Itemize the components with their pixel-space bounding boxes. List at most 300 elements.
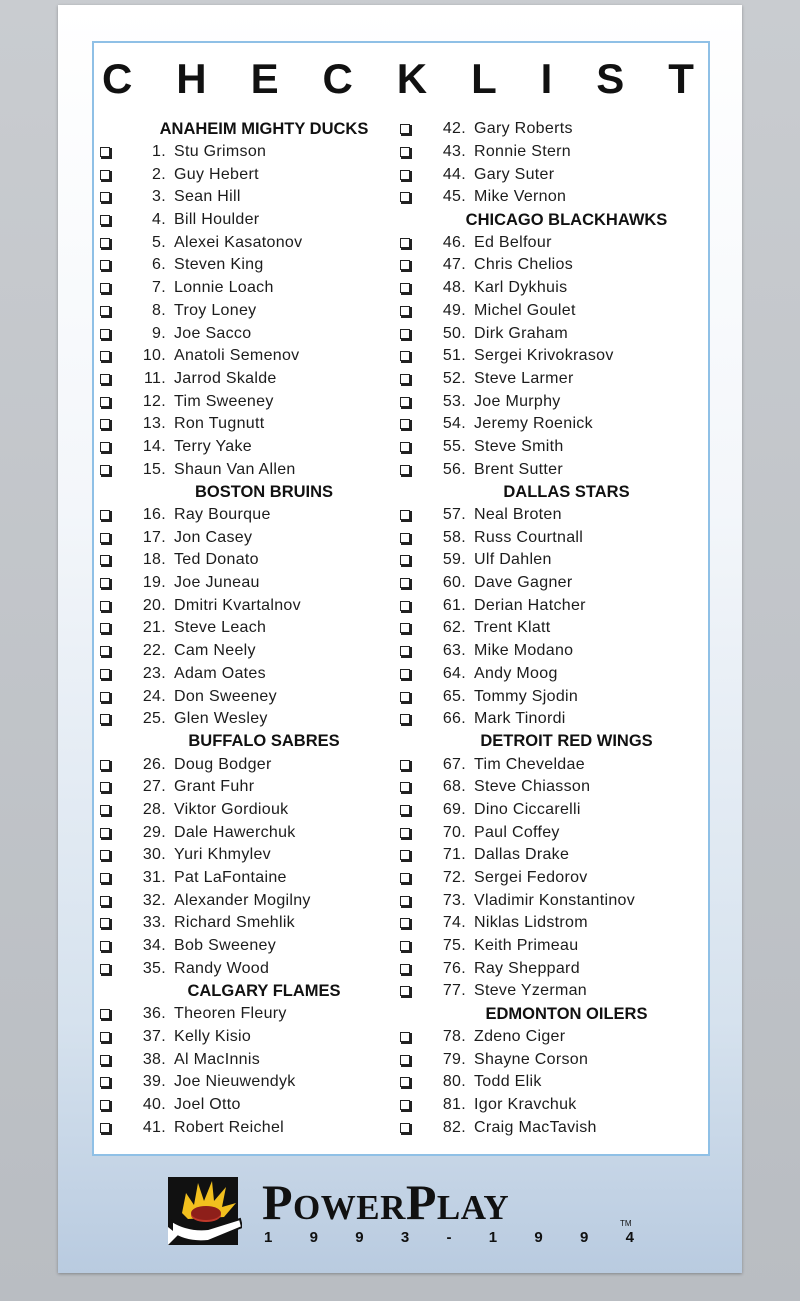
- checkbox-icon[interactable]: [100, 283, 110, 293]
- card-number: 11.: [144, 369, 166, 387]
- checkbox-icon[interactable]: [100, 578, 110, 588]
- checklist-row: [400, 1094, 705, 1117]
- checkbox-icon[interactable]: [100, 238, 110, 248]
- checkbox-icon[interactable]: [100, 873, 110, 883]
- card-number: 55.: [442, 437, 466, 455]
- checklist-row: [100, 799, 400, 822]
- player-name: Brent Sutter: [474, 460, 563, 478]
- player-name: Keith Primeau: [474, 937, 579, 955]
- checklist-row: [400, 799, 705, 822]
- checkbox-icon[interactable]: [400, 760, 410, 770]
- card-number: 58.: [442, 528, 466, 546]
- player-name: Dirk Graham: [474, 324, 568, 342]
- card-number: 68.: [442, 778, 466, 796]
- checklist-row: [100, 1048, 400, 1071]
- checklist-row: [400, 231, 705, 254]
- checklist-row: [400, 1116, 705, 1139]
- checkbox-icon[interactable]: [100, 941, 110, 951]
- player-name: Tim Cheveldae: [474, 755, 585, 773]
- player-name: Randy Wood: [174, 959, 270, 977]
- card-number: 50.: [442, 324, 466, 342]
- checkbox-icon[interactable]: [100, 1055, 110, 1065]
- year-character: 9: [580, 1229, 589, 1246]
- checkbox-icon[interactable]: [400, 873, 410, 883]
- trademark-mark: TM: [620, 1219, 632, 1228]
- card-number: 17.: [142, 528, 166, 546]
- checkbox-icon[interactable]: [100, 533, 110, 543]
- checklist-row: [100, 504, 400, 527]
- year-character: 1: [488, 1229, 498, 1246]
- team-heading: DALLAS STARS: [503, 482, 630, 501]
- checkbox-icon[interactable]: [400, 805, 410, 815]
- team-heading: BOSTON BRUINS: [194, 482, 334, 501]
- checkbox-icon[interactable]: [100, 964, 110, 974]
- player-name: Doug Bodger: [174, 755, 272, 773]
- card-number: 21.: [142, 619, 166, 637]
- checklist-row: [400, 957, 705, 980]
- checkbox-icon[interactable]: [100, 192, 110, 202]
- team-heading: CHICAGO BLACKHAWKS: [465, 210, 668, 229]
- player-name: Niklas Lidstrom: [474, 914, 588, 932]
- card-number: 69.: [442, 800, 466, 818]
- card-number: 9.: [152, 324, 166, 342]
- checklist-row: [100, 1094, 400, 1117]
- player-name: Sergei Krivokrasov: [474, 347, 614, 365]
- card-number: 63.: [442, 642, 466, 660]
- year-character: 3: [400, 1229, 410, 1246]
- player-name: Dmitri Kvartalnov: [174, 596, 301, 614]
- player-name: Jon Casey: [174, 528, 253, 546]
- checklist-row: [400, 254, 705, 277]
- player-name: Sean Hill: [174, 188, 241, 206]
- checkbox-icon[interactable]: [400, 896, 410, 906]
- checkbox-icon[interactable]: [400, 306, 410, 316]
- player-name: Gary Suter: [474, 165, 555, 183]
- checklist-row: [100, 1116, 400, 1139]
- player-name: Andy Moog: [474, 664, 558, 682]
- checkbox-icon[interactable]: [400, 124, 410, 134]
- checklist-row: [100, 436, 400, 459]
- card-number: 24.: [142, 687, 166, 705]
- player-name: Ron Tugnutt: [174, 415, 265, 433]
- checkbox-icon[interactable]: [400, 147, 410, 157]
- checkbox-icon[interactable]: [400, 1100, 410, 1110]
- checklist-row: [400, 1026, 705, 1049]
- title-letter: C: [102, 55, 133, 102]
- checkbox-icon[interactable]: [400, 465, 410, 475]
- checkbox-icon[interactable]: [400, 623, 410, 633]
- card-number: 72.: [442, 869, 466, 887]
- card-number: 79.: [442, 1050, 466, 1068]
- card-number: 51.: [442, 347, 466, 365]
- card-number: 6.: [152, 256, 166, 274]
- title-letter: E: [250, 55, 279, 102]
- team-heading: ANAHEIM MIGHTY DUCKS: [159, 119, 369, 138]
- player-name: Robert Reichel: [174, 1118, 285, 1136]
- checklist-row: [100, 753, 400, 776]
- card-number: 66.: [442, 710, 466, 728]
- checklist-row: [400, 821, 705, 844]
- checkbox-icon[interactable]: [100, 1100, 110, 1110]
- player-name: Dave Gagner: [474, 574, 573, 592]
- checkbox-icon[interactable]: [100, 215, 110, 225]
- checklist-row: [400, 889, 705, 912]
- player-name: Michel Goulet: [474, 301, 576, 319]
- card-number: 45.: [442, 188, 466, 206]
- card-number: 75.: [442, 937, 466, 955]
- checklist-row: [100, 821, 400, 844]
- card-number: 80.: [442, 1073, 466, 1091]
- checkbox-icon[interactable]: [400, 578, 410, 588]
- checkbox-icon[interactable]: [400, 329, 410, 339]
- checklist-row: [100, 277, 400, 300]
- checklist-row: [100, 186, 400, 209]
- player-name: Mike Vernon: [474, 188, 567, 206]
- player-name: Joe Juneau: [174, 574, 260, 592]
- checklist-row: [400, 390, 705, 413]
- checklist-row: [100, 1071, 400, 1094]
- player-name: Dale Hawerchuk: [174, 823, 296, 841]
- player-name: Joel Otto: [174, 1095, 241, 1113]
- checklist-row: [400, 458, 705, 481]
- checklist-row: [100, 685, 400, 708]
- checklist-row: [400, 504, 705, 527]
- checkbox-icon[interactable]: [100, 850, 110, 860]
- checkbox-icon[interactable]: [400, 192, 410, 202]
- card-number: 46.: [442, 233, 466, 251]
- checklist-row: [100, 912, 400, 935]
- checklist-row: [400, 526, 705, 549]
- checkbox-icon[interactable]: [400, 397, 410, 407]
- card-number: 59.: [442, 551, 466, 569]
- card-number: 14.: [142, 437, 166, 455]
- checkbox-icon[interactable]: [400, 964, 410, 974]
- player-name: Trent Klatt: [474, 619, 551, 637]
- player-name: Al MacInnis: [174, 1050, 260, 1068]
- powerplay-logo: [168, 1173, 638, 1253]
- checklist-row: [400, 663, 705, 686]
- checklist-row: [100, 345, 400, 368]
- player-name: Bob Sweeney: [174, 937, 277, 955]
- checkbox-icon[interactable]: [400, 238, 410, 248]
- checkbox-icon[interactable]: [100, 918, 110, 928]
- checkbox-icon[interactable]: [100, 692, 110, 702]
- year-character: 9: [534, 1229, 543, 1246]
- card-number: 26.: [142, 755, 166, 773]
- card-number: 22.: [142, 642, 166, 660]
- card-number: 5.: [152, 233, 166, 251]
- card-number: 53.: [442, 392, 466, 410]
- checkbox-icon[interactable]: [100, 1032, 110, 1042]
- checkbox-icon[interactable]: [400, 1032, 410, 1042]
- checklist-row: [100, 1003, 400, 1026]
- card-number: 30.: [142, 846, 166, 864]
- card-number: 40.: [142, 1095, 166, 1113]
- player-name: Kelly Kisio: [174, 1027, 252, 1045]
- checklist-row: [100, 1026, 400, 1049]
- checkbox-icon[interactable]: [100, 510, 110, 520]
- puck-burst-icon: [168, 1175, 242, 1247]
- player-name: Troy Loney: [174, 301, 257, 319]
- checkbox-icon[interactable]: [100, 669, 110, 679]
- card-number: 25.: [142, 710, 166, 728]
- card-number: 35.: [142, 959, 166, 977]
- checkbox-icon[interactable]: [400, 170, 410, 180]
- player-name: Alexei Kasatonov: [174, 233, 303, 251]
- player-name: Paul Coffey: [474, 823, 560, 841]
- player-name: Steve Chiasson: [474, 778, 591, 796]
- card-number: 27.: [142, 778, 166, 796]
- checklist-card: [58, 5, 742, 1273]
- checklist-row: [400, 912, 705, 935]
- checkbox-icon[interactable]: [100, 760, 110, 770]
- checkbox-icon[interactable]: [100, 1009, 110, 1019]
- card-number: 42.: [442, 120, 466, 138]
- checkbox-icon[interactable]: [100, 623, 110, 633]
- checklist-panel: [92, 41, 710, 1156]
- checkbox-icon[interactable]: [400, 419, 410, 429]
- checkbox-icon[interactable]: [100, 442, 110, 452]
- checklist-row: [400, 300, 705, 323]
- checklist-row: [100, 413, 400, 436]
- title-letter: S: [596, 55, 625, 102]
- year-character: 9: [309, 1229, 318, 1246]
- right-column: [400, 118, 705, 1139]
- player-name: Cam Neely: [174, 642, 256, 660]
- checklist-row: [400, 844, 705, 867]
- checkbox-icon[interactable]: [400, 533, 410, 543]
- checkbox-icon[interactable]: [400, 601, 410, 611]
- player-name: Jarrod Skalde: [174, 369, 277, 387]
- checkbox-icon[interactable]: [100, 828, 110, 838]
- checkbox-icon[interactable]: [100, 1123, 110, 1133]
- checklist-row: [400, 549, 705, 572]
- checklist-row: [400, 163, 705, 186]
- card-number: 73.: [442, 891, 466, 909]
- card-number: 54.: [442, 415, 466, 433]
- player-name: Bill Houlder: [174, 211, 260, 229]
- player-name: Don Sweeney: [174, 687, 277, 705]
- checklist-row: [400, 617, 705, 640]
- player-name: Theoren Fleury: [174, 1005, 287, 1023]
- player-name: Viktor Gordiouk: [174, 800, 289, 818]
- player-name: Russ Courtnall: [474, 528, 584, 546]
- card-number: 74.: [442, 914, 466, 932]
- player-name: Shaun Van Allen: [174, 460, 296, 478]
- player-name: Vladimir Konstantinov: [474, 891, 636, 909]
- checklist-row: [100, 549, 400, 572]
- checkbox-icon[interactable]: [400, 918, 410, 928]
- card-number: 16.: [142, 506, 166, 524]
- checkbox-icon[interactable]: [100, 374, 110, 384]
- card-number: 34.: [142, 937, 166, 955]
- team-heading: BUFFALO SABRES: [188, 732, 340, 751]
- card-number: 48.: [442, 279, 466, 297]
- checklist-row: [400, 277, 705, 300]
- card-number: 1.: [152, 143, 166, 161]
- card-number: 36.: [142, 1005, 166, 1023]
- checkbox-icon[interactable]: [400, 1123, 410, 1133]
- checklist-row: [100, 390, 400, 413]
- player-name: Anatoli Semenov: [174, 347, 300, 365]
- checkbox-icon[interactable]: [400, 351, 410, 361]
- checkbox-icon[interactable]: [100, 329, 110, 339]
- checklist-row: [400, 594, 705, 617]
- checklist-row: [100, 368, 400, 391]
- checklist-row: [100, 776, 400, 799]
- player-name: Ray Sheppard: [474, 959, 580, 977]
- checkbox-icon[interactable]: [400, 283, 410, 293]
- player-name: Zdeno Ciger: [474, 1027, 566, 1045]
- checkbox-icon[interactable]: [400, 1077, 410, 1087]
- player-name: Glen Wesley: [174, 710, 268, 728]
- title-letter: T: [668, 55, 694, 102]
- checklist-row: [400, 141, 705, 164]
- checklist-row: [100, 708, 400, 731]
- checklist-row: [400, 118, 705, 141]
- card-number: 3.: [152, 188, 166, 206]
- player-name: Joe Nieuwendyk: [174, 1073, 296, 1091]
- checkbox-icon[interactable]: [100, 555, 110, 565]
- player-name: Steve Leach: [174, 619, 267, 637]
- card-number: 37.: [142, 1027, 166, 1045]
- card-number: 60.: [442, 574, 466, 592]
- checkbox-icon[interactable]: [400, 1055, 410, 1065]
- checkbox-icon[interactable]: [100, 1077, 110, 1087]
- checkbox-icon[interactable]: [100, 351, 110, 361]
- team-heading: EDMONTON OILERS: [485, 1004, 648, 1023]
- player-name: Lonnie Loach: [174, 279, 274, 297]
- card-number: 43.: [442, 143, 466, 161]
- checkbox-icon[interactable]: [100, 782, 110, 792]
- season-years: [264, 1229, 634, 1246]
- checklist-row: [400, 1071, 705, 1094]
- player-name: Richard Smehlik: [174, 914, 295, 932]
- checkbox-icon[interactable]: [400, 714, 410, 724]
- player-name: Neal Broten: [474, 506, 562, 524]
- card-number: 15.: [142, 460, 166, 478]
- card-number: 71.: [442, 846, 466, 864]
- checkbox-icon[interactable]: [100, 170, 110, 180]
- checklist-row: [100, 141, 400, 164]
- player-name: Craig MacTavish: [474, 1118, 597, 1136]
- checkbox-icon[interactable]: [100, 397, 110, 407]
- card-number: 67.: [442, 755, 466, 773]
- checkbox-icon[interactable]: [100, 260, 110, 270]
- card-number: 65.: [442, 687, 466, 705]
- checkbox-icon[interactable]: [400, 260, 410, 270]
- card-number: 4.: [152, 211, 166, 229]
- checkbox-icon[interactable]: [100, 896, 110, 906]
- checkbox-icon[interactable]: [400, 828, 410, 838]
- card-number: 61.: [442, 596, 466, 614]
- checkbox-icon[interactable]: [400, 510, 410, 520]
- player-name: Ed Belfour: [474, 233, 552, 251]
- card-number: 76.: [442, 959, 466, 977]
- checkbox-icon[interactable]: [100, 465, 110, 475]
- title-letter: L: [471, 55, 497, 102]
- checkbox-icon[interactable]: [100, 306, 110, 316]
- card-number: 77.: [442, 982, 466, 1000]
- card-number: 56.: [442, 460, 466, 478]
- checkbox-icon[interactable]: [100, 714, 110, 724]
- checklist-row: [100, 935, 400, 958]
- title-letter: C: [322, 55, 353, 102]
- checkbox-icon[interactable]: [400, 669, 410, 679]
- checklist-row: [100, 300, 400, 323]
- card-number: 20.: [142, 596, 166, 614]
- checkbox-icon[interactable]: [400, 374, 410, 384]
- checklist-row: [100, 640, 400, 663]
- checkbox-icon[interactable]: [400, 782, 410, 792]
- player-name: Joe Murphy: [474, 392, 561, 410]
- card-number: 31.: [142, 869, 166, 887]
- checkbox-icon[interactable]: [400, 986, 410, 996]
- checkbox-icon[interactable]: [100, 805, 110, 815]
- card-number: 82.: [442, 1118, 466, 1136]
- checkbox-icon[interactable]: [100, 601, 110, 611]
- card-number: 57.: [442, 506, 466, 524]
- checklist-row: [100, 572, 400, 595]
- card-number: 39.: [142, 1073, 166, 1091]
- checklist-row: [400, 685, 705, 708]
- player-name: Derian Hatcher: [474, 596, 586, 614]
- checklist-row: [100, 889, 400, 912]
- player-name: Karl Dykhuis: [474, 279, 568, 297]
- card-number: 23.: [142, 664, 166, 682]
- checkbox-icon[interactable]: [400, 692, 410, 702]
- checkbox-icon[interactable]: [400, 646, 410, 656]
- checkbox-icon[interactable]: [400, 442, 410, 452]
- card-number: 78.: [442, 1027, 466, 1045]
- checklist-row: [100, 163, 400, 186]
- player-name: Igor Kravchuk: [474, 1095, 577, 1113]
- checkbox-icon[interactable]: [100, 646, 110, 656]
- year-character: 9: [355, 1229, 364, 1246]
- checklist-title: [94, 55, 708, 115]
- team-heading: CALGARY FLAMES: [187, 981, 341, 1000]
- card-number: 8.: [152, 301, 166, 319]
- card-number: 38.: [142, 1050, 166, 1068]
- checklist-row: [100, 209, 400, 232]
- checkbox-icon[interactable]: [400, 850, 410, 860]
- player-name: Mike Modano: [474, 642, 574, 660]
- checkbox-icon[interactable]: [400, 555, 410, 565]
- card-number: 32.: [142, 891, 166, 909]
- card-number: 28.: [142, 800, 166, 818]
- card-number: 10.: [142, 347, 166, 365]
- player-name: Ray Bourque: [174, 506, 271, 524]
- player-name: Steve Yzerman: [474, 982, 587, 1000]
- card-number: 47.: [442, 256, 466, 274]
- card-number: 44.: [442, 165, 466, 183]
- powerplay-wordmark: PowerPlay: [262, 1174, 510, 1230]
- checkbox-icon[interactable]: [100, 147, 110, 157]
- left-column: [100, 118, 400, 1139]
- card-number: 19.: [142, 574, 166, 592]
- player-name: Gary Roberts: [474, 120, 573, 138]
- player-name: Grant Fuhr: [174, 778, 255, 796]
- card-number: 41.: [142, 1118, 166, 1136]
- checklist-row: [400, 776, 705, 799]
- card-number: 70.: [442, 823, 466, 841]
- checkbox-icon[interactable]: [100, 419, 110, 429]
- checklist-row: [100, 231, 400, 254]
- player-name: Steve Larmer: [474, 369, 574, 387]
- checklist-row: [400, 572, 705, 595]
- checkbox-icon[interactable]: [400, 941, 410, 951]
- player-name: Dallas Drake: [474, 846, 570, 864]
